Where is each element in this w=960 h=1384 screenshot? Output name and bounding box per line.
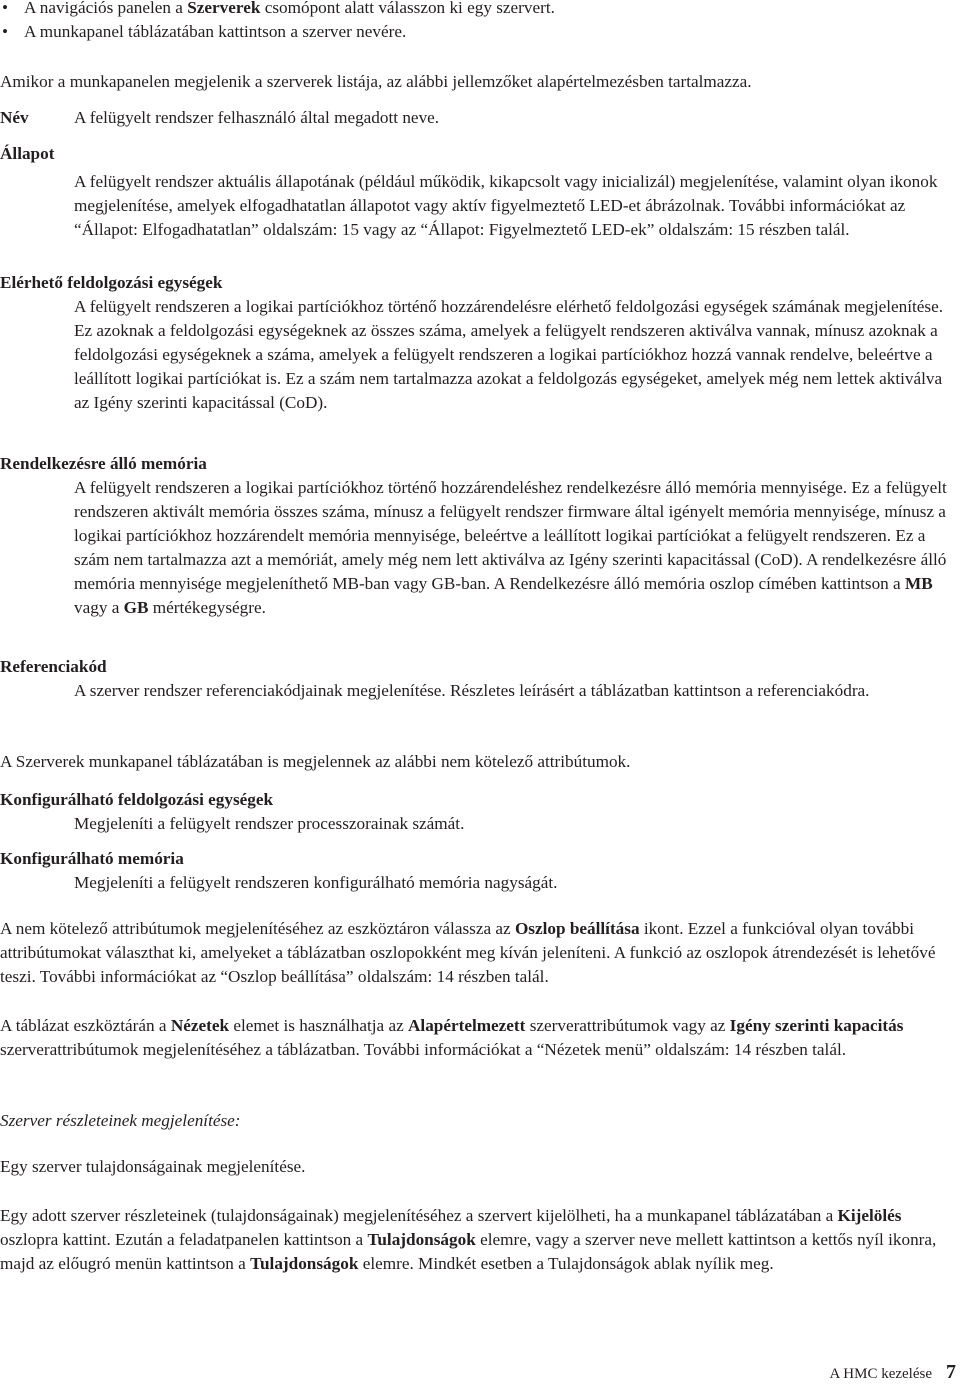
para-text: szerverattribútumok megjelenítéséhez a táblázatban. További információkat a “Nézetek menü” oldalszám: 14 részben talál.: [0, 1040, 847, 1059]
definition-processing-units: [0, 271, 958, 415]
term-processing-units: Elérhető feldolgozási egységek: [0, 273, 223, 292]
definition-configurable-memory: [0, 847, 958, 895]
term-available-memory: Rendelkezésre álló memória: [0, 454, 207, 473]
term-nev: Név: [0, 108, 29, 127]
list-item: [0, 20, 958, 44]
para-bold: Oszlop beállítása: [514, 919, 640, 938]
def-available-memory: [0, 476, 958, 620]
para-text: oszlopra kattint. Ezután a feladatpanelen kattintson a: [0, 1230, 368, 1249]
para-text: ikont. Ezzel a funkcióval olyan további attribútumokat választhat ki, amelyeket a táblázatban oszlopokként meg kíván jeleníteni. A funkció az oszlopok átrendezését is lehetővé teszi. További információkat az “Oszlop beállítása” oldalszám: 14 részben talál.: [0, 919, 936, 986]
def-text: mértékegységre.: [148, 598, 266, 617]
para-bold: Tulajdonságok: [250, 1254, 359, 1273]
term-allapot: Állapot: [0, 144, 55, 163]
def-text: vagy a: [74, 598, 124, 617]
para-text: elemet is használhatja az: [229, 1016, 408, 1035]
bullet-icon: •: [2, 0, 9, 17]
step-text: A navigációs panelen a: [24, 0, 188, 17]
definition-configurable-processing: [0, 788, 958, 836]
definition-reference-code: [0, 655, 958, 703]
step-text: csomópont alatt válasszon ki egy szervert.: [260, 0, 555, 17]
bullet-icon: •: [2, 22, 9, 41]
def-reference-code: A szerver rendszer referenciakódjainak megjelenítése. Részletes leírásért a táblázatban kattintson a referenciakódra.: [74, 681, 870, 700]
intro-paragraph: Amikor a munkapanelen megjelenik a szerverek listája, az alábbi jellemzőket alapértelmezésben tartalmazza.: [0, 72, 752, 91]
definition-available-memory: [0, 452, 958, 620]
definition-allapot: [0, 142, 958, 242]
paragraph-views: [0, 1014, 958, 1062]
para-text: elemre. Mindkét esetben a Tulajdonságok ablak nyílik meg.: [358, 1254, 774, 1273]
para-bold: Nézetek: [170, 1016, 230, 1035]
def-configurable-memory: Megjeleníti a felügyelt rendszeren konfigurálható memória nagyságát.: [74, 873, 558, 892]
term-configurable-memory: Konfigurálható memória: [0, 849, 184, 868]
optional-intro: A Szerverek munkapanel táblázatában is megjelennek az alábbi nem kötelező attribútumok.: [0, 752, 631, 771]
def-text: A felügyelt rendszeren a logikai partíciókhoz történő hozzárendeléshez rendelkezésre álló memória mennyisége. Ez a felügyelt rendszeren aktivált memória összes száma, mínusz a felügyelt rendszer firmware által igényelt memória mennyisége, mínusz a logikai partíciókhoz hozzárendelt memória mennyisége, beleértve a leállított logikai partíciókat a felügyelt rendszeren. Ez a szám nem tartalmazza azt a memóriát, amely még nem lett aktiválva az Igény szerinti kapacitással (CoD). A rendelkezésre álló memória mennyisége megjeleníthető MB-ban vagy GB-ban. A Rendelkezésre álló memória oszlop címében kattintson a: [74, 478, 947, 593]
def-nev: A felügyelt rendszer felhasználó által megadott neve.: [74, 108, 440, 127]
para-text: A nem kötelező attribútumok megjelenítéséhez az eszköztáron válassza az: [0, 919, 515, 938]
mb-unit: MB: [904, 574, 933, 593]
gb-unit: GB: [123, 598, 149, 617]
section-lead: Egy szerver tulajdonságainak megjelenítése.: [0, 1157, 306, 1176]
term-configurable-processing: Konfigurálható feldolgozási egységek: [0, 790, 274, 809]
para-bold: Kijelölés: [837, 1206, 902, 1225]
step-text: A munkapanel táblázatában kattintson a szerver nevére.: [24, 22, 407, 41]
para-bold: Alapértelmezett: [408, 1016, 526, 1035]
def-configurable-processing: Megjeleníti a felügyelt rendszer processzorainak számát.: [74, 814, 465, 833]
def-allapot: A felügyelt rendszer aktuális állapotának (például működik, kikapcsolt vagy inicializál) megjelenítése, valamint olyan ikonok megjelenítése, amelyek elfogadhatatlan állapotot vagy aktív figyelmeztető LED-et ábrázolnak. További információkat az “Állapot: Elfogadhatatlan” oldalszám: 15 vagy az “Állapot: Figyelmeztető LED-ek” oldalszám: 15 részben talál.: [74, 172, 938, 239]
steps-list: [0, 0, 958, 44]
def-processing-units: A felügyelt rendszeren a logikai partíciókhoz történő hozzárendelésre elérhető feldolgozási egységek számának megjelenítése. Ez azoknak a feldolgozási egységeknek az összes száma, amelyek a felügyelt rendszeren aktiválva vannak, mínusz azoknak a feldolgozási egységeknek a száma, amelyek a felügyelt rendszeren a logikai partíciókhoz hozzá vannak rendelve, beleértve a leállított logikai partíciókat is. Ez a szám nem tartalmazza azokat a feldolgozás egységeket, amelyek még nem lettek aktiválva az Igény szerinti kapacitással (CoD).: [74, 297, 944, 412]
paragraph-properties: [0, 1204, 958, 1276]
step-bold: Szerverek: [187, 0, 261, 17]
page-footer: [830, 1362, 956, 1382]
para-bold: Igény szerinti kapacitás: [729, 1016, 904, 1035]
definition-nev: [0, 106, 958, 130]
para-text: szerverattribútumok vagy az: [525, 1016, 730, 1035]
para-bold: Tulajdonságok: [367, 1230, 476, 1249]
list-item: [0, 0, 958, 20]
page-number: 7: [946, 1361, 956, 1383]
para-text: elemre, vagy a szerver neve mellett kattintson a kettős nyíl ikonra, majd az előugró menün kattintson a: [0, 1230, 937, 1273]
para-text: A táblázat eszköztárán a: [0, 1016, 171, 1035]
footer-title: A HMC kezelése: [829, 1366, 932, 1382]
paragraph-column-settings: [0, 917, 958, 989]
section-title: Szerver részleteinek megjelenítése:: [0, 1111, 241, 1130]
term-reference-code: Referenciakód: [0, 657, 107, 676]
para-text: Egy adott szerver részleteinek (tulajdonságainak) megjelenítéséhez a szervert kijelölheti, ha a munkapanel táblázatában a: [0, 1206, 838, 1225]
